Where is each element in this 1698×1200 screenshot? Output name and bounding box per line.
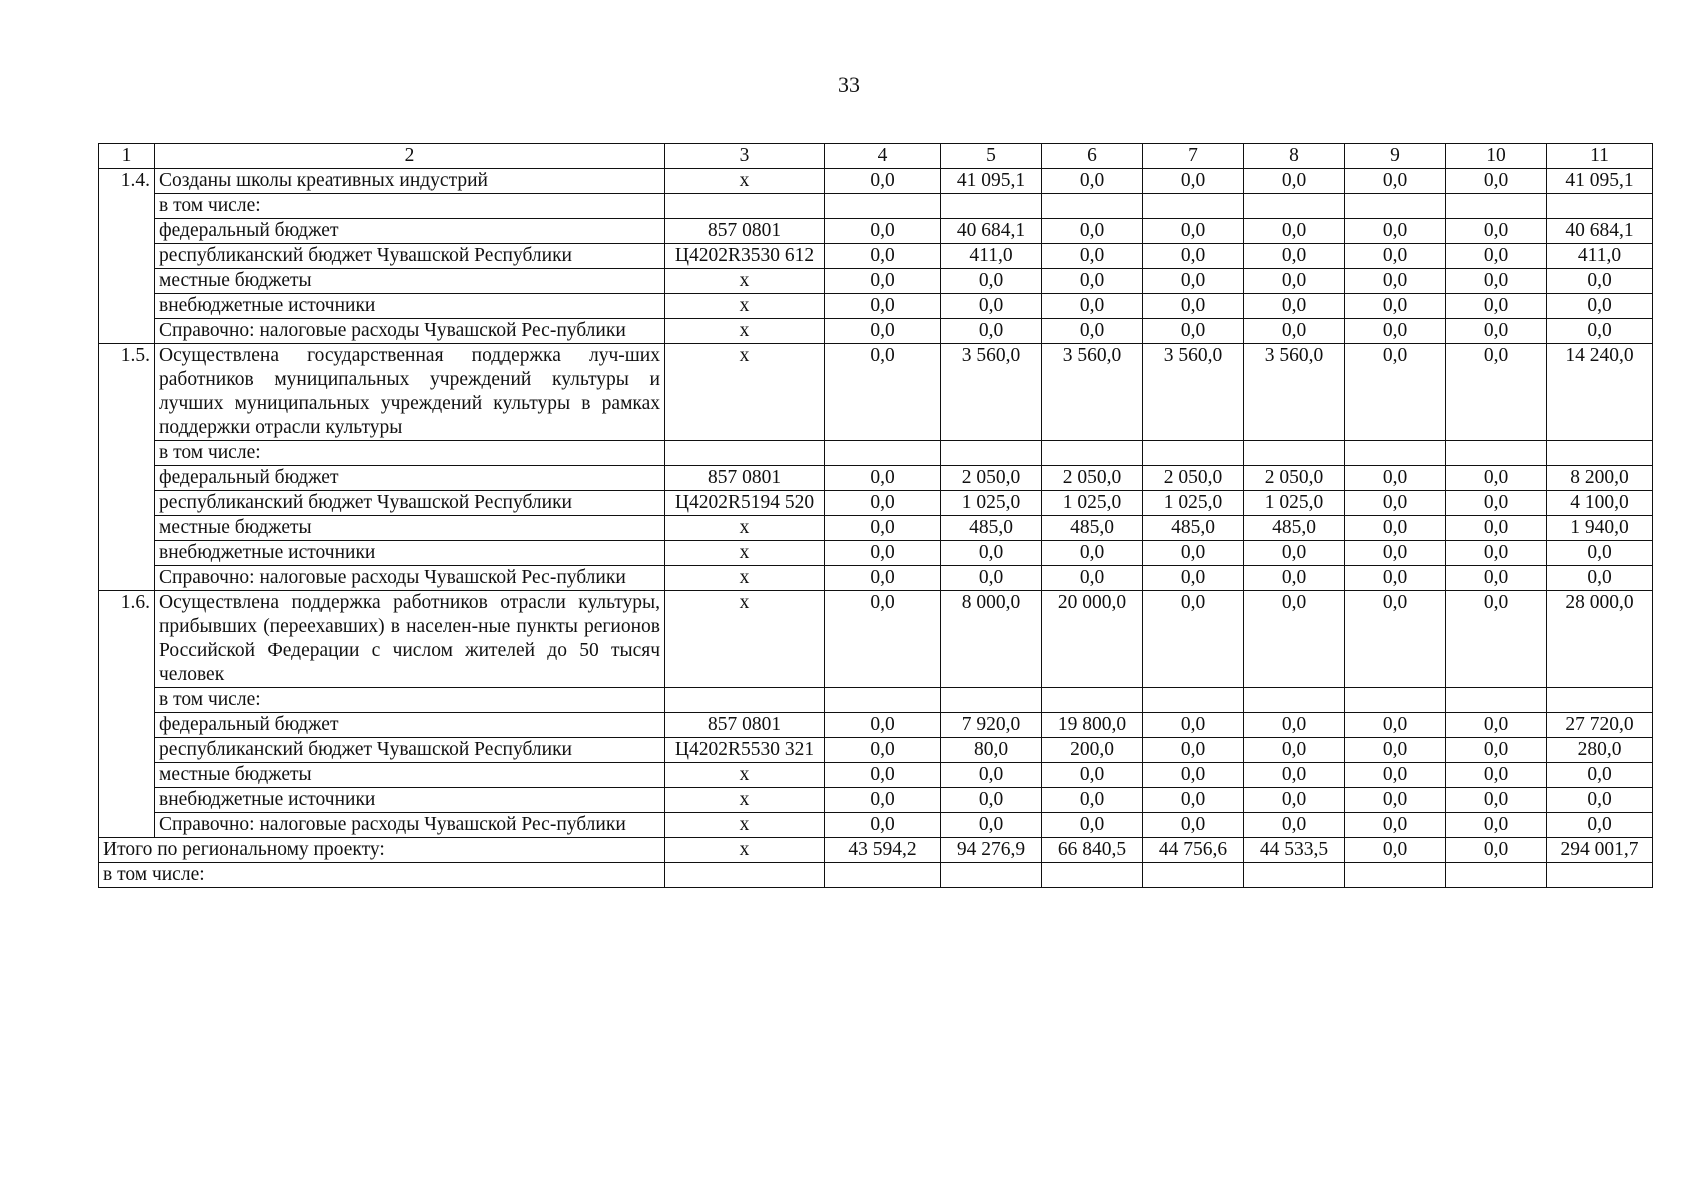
value-cell-col-4: 0,0 <box>825 219 941 244</box>
funding-source-label: внебюджетные источники <box>155 294 665 319</box>
section-number: 1.4. <box>99 169 155 344</box>
funding-source-label: федеральный бюджет <box>155 466 665 491</box>
value-cell-col-8: 0,0 <box>1244 763 1345 788</box>
value-cell-col-5: 0,0 <box>941 763 1042 788</box>
header-cell-1: 1 <box>99 144 155 169</box>
value-cell-col-10: 0,0 <box>1446 344 1547 441</box>
funding-source-label: внебюджетные источники <box>155 541 665 566</box>
budget-code-cell: х <box>665 591 825 688</box>
header-cell-9: 9 <box>1345 144 1446 169</box>
value-cell-col-6: 20 000,0 <box>1042 591 1143 688</box>
section-row <box>99 344 1653 441</box>
funding-source-label: федеральный бюджет <box>155 219 665 244</box>
value-cell-col-4: 0,0 <box>825 344 941 441</box>
value-cell-col-11: 28 000,0 <box>1547 591 1653 688</box>
value-cell-col-9: 0,0 <box>1345 294 1446 319</box>
value-cell-col-11: 0,0 <box>1547 813 1653 838</box>
value-cell-col-4: 0,0 <box>825 566 941 591</box>
value-cell-col-8: 0,0 <box>1244 294 1345 319</box>
value-cell-col-9: 0,0 <box>1345 491 1446 516</box>
total-value-col-7: 44 756,6 <box>1143 838 1244 863</box>
header-cell-5: 5 <box>941 144 1042 169</box>
including-label: в том числе: <box>155 441 665 466</box>
value-cell-col-5: 8 000,0 <box>941 591 1042 688</box>
value-cell-col-6: 3 560,0 <box>1042 344 1143 441</box>
including-row <box>99 194 1653 219</box>
value-cell-col-9: 0,0 <box>1345 466 1446 491</box>
value-cell-col-7: 0,0 <box>1143 591 1244 688</box>
value-cell-col-10: 0,0 <box>1446 219 1547 244</box>
budget-code-cell: 857 0801 <box>665 466 825 491</box>
header-cell-10: 10 <box>1446 144 1547 169</box>
budget-code-cell: х <box>665 763 825 788</box>
value-cell-col-5: 0,0 <box>941 294 1042 319</box>
including-row <box>99 688 1653 713</box>
value-cell-col-11: 0,0 <box>1547 541 1653 566</box>
value-cell-col-8: 0,0 <box>1244 566 1345 591</box>
budget-code-cell: х <box>665 319 825 344</box>
page-number: 33 <box>838 72 860 97</box>
header-cell-4: 4 <box>825 144 941 169</box>
value-cell-col-4: 0,0 <box>825 713 941 738</box>
value-cell-col-8: 2 050,0 <box>1244 466 1345 491</box>
value-cell-col-8: 485,0 <box>1244 516 1345 541</box>
funding-row <box>99 219 1653 244</box>
funding-source-label: местные бюджеты <box>155 269 665 294</box>
value-cell-col-6: 1 025,0 <box>1042 491 1143 516</box>
budget-code-cell: Ц4202R5194 520 <box>665 491 825 516</box>
value-cell-col-5: 411,0 <box>941 244 1042 269</box>
value-cell-col-5: 41 095,1 <box>941 169 1042 194</box>
value-cell-col-9: 0,0 <box>1345 344 1446 441</box>
budget-code-cell: 857 0801 <box>665 713 825 738</box>
value-cell-col-10: 0,0 <box>1446 713 1547 738</box>
empty-cell <box>825 863 941 888</box>
value-cell-col-6: 2 050,0 <box>1042 466 1143 491</box>
funding-row <box>99 763 1653 788</box>
funding-row <box>99 294 1653 319</box>
empty-cell <box>825 688 941 713</box>
funding-row <box>99 738 1653 763</box>
section-number: 1.5. <box>99 344 155 591</box>
value-cell-col-9: 0,0 <box>1345 169 1446 194</box>
value-cell-col-9: 0,0 <box>1345 788 1446 813</box>
value-cell-col-8: 0,0 <box>1244 319 1345 344</box>
value-cell-col-4: 0,0 <box>825 491 941 516</box>
value-cell-col-6: 200,0 <box>1042 738 1143 763</box>
total-value-col-4: 43 594,2 <box>825 838 941 863</box>
funding-row <box>99 566 1653 591</box>
empty-cell <box>825 194 941 219</box>
value-cell-col-7: 1 025,0 <box>1143 491 1244 516</box>
value-cell-col-5: 0,0 <box>941 319 1042 344</box>
empty-cell <box>665 194 825 219</box>
budget-code-cell: 857 0801 <box>665 219 825 244</box>
empty-cell <box>1143 863 1244 888</box>
value-cell-col-11: 0,0 <box>1547 319 1653 344</box>
funding-row <box>99 541 1653 566</box>
value-cell-col-11: 411,0 <box>1547 244 1653 269</box>
value-cell-col-9: 0,0 <box>1345 763 1446 788</box>
value-cell-col-4: 0,0 <box>825 738 941 763</box>
budget-code-cell: х <box>665 541 825 566</box>
value-cell-col-6: 0,0 <box>1042 541 1143 566</box>
value-cell-col-8: 0,0 <box>1244 219 1345 244</box>
funding-row <box>99 244 1653 269</box>
budget-table <box>98 143 1653 888</box>
funding-source-label: Справочно: налоговые расходы Чувашской Рес-публики <box>155 813 665 838</box>
value-cell-col-6: 0,0 <box>1042 219 1143 244</box>
value-cell-col-10: 0,0 <box>1446 491 1547 516</box>
value-cell-col-6: 0,0 <box>1042 294 1143 319</box>
including-label: в том числе: <box>155 194 665 219</box>
total-value-col-11: 294 001,7 <box>1547 838 1653 863</box>
value-cell-col-4: 0,0 <box>825 269 941 294</box>
value-cell-col-11: 40 684,1 <box>1547 219 1653 244</box>
empty-cell <box>941 441 1042 466</box>
value-cell-col-9: 0,0 <box>1345 813 1446 838</box>
total-value-col-8: 44 533,5 <box>1244 838 1345 863</box>
value-cell-col-8: 0,0 <box>1244 813 1345 838</box>
empty-cell <box>665 441 825 466</box>
header-cell-3: 3 <box>665 144 825 169</box>
funding-row <box>99 516 1653 541</box>
value-cell-col-5: 0,0 <box>941 566 1042 591</box>
header-row <box>99 144 1653 169</box>
budget-code-cell: х <box>665 838 825 863</box>
empty-cell <box>1345 441 1446 466</box>
including-label: в том числе: <box>155 688 665 713</box>
empty-cell <box>1244 194 1345 219</box>
funding-row <box>99 319 1653 344</box>
value-cell-col-9: 0,0 <box>1345 219 1446 244</box>
value-cell-col-10: 0,0 <box>1446 813 1547 838</box>
funding-row <box>99 713 1653 738</box>
funding-row <box>99 466 1653 491</box>
budget-code-cell: х <box>665 813 825 838</box>
header-cell-8: 8 <box>1244 144 1345 169</box>
value-cell-col-6: 0,0 <box>1042 169 1143 194</box>
value-cell-col-7: 0,0 <box>1143 763 1244 788</box>
funding-source-label: Справочно: налоговые расходы Чувашской Рес-публики <box>155 319 665 344</box>
budget-code-cell: Ц4202R5530 321 <box>665 738 825 763</box>
section-title: Созданы школы креативных индустрий <box>155 169 665 194</box>
value-cell-col-6: 0,0 <box>1042 319 1143 344</box>
value-cell-col-9: 0,0 <box>1345 244 1446 269</box>
header-cell-11: 11 <box>1547 144 1653 169</box>
empty-cell <box>1042 863 1143 888</box>
value-cell-col-8: 0,0 <box>1244 244 1345 269</box>
value-cell-col-9: 0,0 <box>1345 516 1446 541</box>
value-cell-col-4: 0,0 <box>825 763 941 788</box>
funding-source-label: местные бюджеты <box>155 516 665 541</box>
value-cell-col-5: 0,0 <box>941 541 1042 566</box>
empty-cell <box>1143 194 1244 219</box>
value-cell-col-9: 0,0 <box>1345 713 1446 738</box>
empty-cell <box>825 441 941 466</box>
budget-code-cell: х <box>665 269 825 294</box>
value-cell-col-7: 2 050,0 <box>1143 466 1244 491</box>
value-cell-col-11: 0,0 <box>1547 294 1653 319</box>
funding-source-label: республиканский бюджет Чувашской Республики <box>155 244 665 269</box>
value-cell-col-4: 0,0 <box>825 319 941 344</box>
funding-row <box>99 269 1653 294</box>
value-cell-col-9: 0,0 <box>1345 541 1446 566</box>
value-cell-col-9: 0,0 <box>1345 738 1446 763</box>
value-cell-col-11: 8 200,0 <box>1547 466 1653 491</box>
budget-code-cell: Ц4202R3530 612 <box>665 244 825 269</box>
empty-cell <box>1547 863 1653 888</box>
value-cell-col-8: 0,0 <box>1244 713 1345 738</box>
empty-cell <box>1345 688 1446 713</box>
value-cell-col-6: 19 800,0 <box>1042 713 1143 738</box>
including-row <box>99 441 1653 466</box>
value-cell-col-5: 0,0 <box>941 813 1042 838</box>
empty-cell <box>941 863 1042 888</box>
value-cell-col-8: 0,0 <box>1244 169 1345 194</box>
section-row <box>99 591 1653 688</box>
value-cell-col-5: 40 684,1 <box>941 219 1042 244</box>
value-cell-col-7: 0,0 <box>1143 566 1244 591</box>
empty-cell <box>1446 863 1547 888</box>
value-cell-col-7: 0,0 <box>1143 713 1244 738</box>
empty-cell <box>1547 194 1653 219</box>
value-cell-col-5: 0,0 <box>941 788 1042 813</box>
section-title: Осуществлена государственная поддержка луч-ших работников муниципальных учреждений культуры и лучших муниципальных учреждений культуры в рамках поддержки отрасли культуры <box>155 344 665 441</box>
value-cell-col-4: 0,0 <box>825 466 941 491</box>
value-cell-col-10: 0,0 <box>1446 319 1547 344</box>
value-cell-col-10: 0,0 <box>1446 788 1547 813</box>
value-cell-col-10: 0,0 <box>1446 591 1547 688</box>
value-cell-col-6: 0,0 <box>1042 269 1143 294</box>
value-cell-col-7: 0,0 <box>1143 269 1244 294</box>
budget-code-cell: х <box>665 566 825 591</box>
value-cell-col-7: 0,0 <box>1143 541 1244 566</box>
empty-cell <box>1143 688 1244 713</box>
header-cell-2: 2 <box>155 144 665 169</box>
total-row <box>99 838 1653 863</box>
value-cell-col-11: 27 720,0 <box>1547 713 1653 738</box>
value-cell-col-4: 0,0 <box>825 244 941 269</box>
total-label: Итого по региональному проекту: <box>99 838 665 863</box>
empty-cell <box>1042 688 1143 713</box>
value-cell-col-6: 0,0 <box>1042 763 1143 788</box>
value-cell-col-10: 0,0 <box>1446 541 1547 566</box>
value-cell-col-7: 0,0 <box>1143 319 1244 344</box>
value-cell-col-10: 0,0 <box>1446 294 1547 319</box>
value-cell-col-7: 0,0 <box>1143 788 1244 813</box>
budget-code-cell: х <box>665 344 825 441</box>
value-cell-col-7: 0,0 <box>1143 244 1244 269</box>
empty-cell <box>1547 688 1653 713</box>
value-cell-col-4: 0,0 <box>825 591 941 688</box>
value-cell-col-5: 80,0 <box>941 738 1042 763</box>
value-cell-col-4: 0,0 <box>825 788 941 813</box>
empty-cell <box>941 194 1042 219</box>
value-cell-col-11: 0,0 <box>1547 763 1653 788</box>
value-cell-col-4: 0,0 <box>825 541 941 566</box>
funding-source-label: республиканский бюджет Чувашской Республики <box>155 738 665 763</box>
empty-cell <box>1446 688 1547 713</box>
total-value-col-9: 0,0 <box>1345 838 1446 863</box>
funding-row <box>99 813 1653 838</box>
budget-code-cell: х <box>665 516 825 541</box>
empty-cell <box>1244 863 1345 888</box>
value-cell-col-7: 0,0 <box>1143 738 1244 763</box>
section-row <box>99 169 1653 194</box>
value-cell-col-7: 0,0 <box>1143 813 1244 838</box>
budget-code-cell: х <box>665 169 825 194</box>
empty-cell <box>1547 441 1653 466</box>
value-cell-col-5: 7 920,0 <box>941 713 1042 738</box>
total-value-col-6: 66 840,5 <box>1042 838 1143 863</box>
value-cell-col-5: 1 025,0 <box>941 491 1042 516</box>
funding-source-label: федеральный бюджет <box>155 713 665 738</box>
value-cell-col-7: 0,0 <box>1143 169 1244 194</box>
budget-code-cell: х <box>665 294 825 319</box>
funding-row <box>99 491 1653 516</box>
value-cell-col-11: 280,0 <box>1547 738 1653 763</box>
empty-cell <box>1042 194 1143 219</box>
empty-cell <box>941 688 1042 713</box>
empty-cell <box>665 688 825 713</box>
value-cell-col-10: 0,0 <box>1446 738 1547 763</box>
value-cell-col-9: 0,0 <box>1345 319 1446 344</box>
total-value-col-10: 0,0 <box>1446 838 1547 863</box>
value-cell-col-7: 0,0 <box>1143 294 1244 319</box>
value-cell-col-8: 0,0 <box>1244 541 1345 566</box>
empty-cell <box>1446 441 1547 466</box>
value-cell-col-10: 0,0 <box>1446 466 1547 491</box>
value-cell-col-10: 0,0 <box>1446 763 1547 788</box>
value-cell-col-10: 0,0 <box>1446 516 1547 541</box>
value-cell-col-5: 3 560,0 <box>941 344 1042 441</box>
value-cell-col-11: 41 095,1 <box>1547 169 1653 194</box>
value-cell-col-5: 2 050,0 <box>941 466 1042 491</box>
empty-cell <box>1244 441 1345 466</box>
section-number: 1.6. <box>99 591 155 838</box>
empty-cell <box>1345 863 1446 888</box>
value-cell-col-8: 1 025,0 <box>1244 491 1345 516</box>
empty-cell <box>1345 194 1446 219</box>
value-cell-col-5: 0,0 <box>941 269 1042 294</box>
empty-cell <box>665 863 825 888</box>
value-cell-col-11: 0,0 <box>1547 269 1653 294</box>
empty-cell <box>1042 441 1143 466</box>
value-cell-col-10: 0,0 <box>1446 566 1547 591</box>
total-value-col-5: 94 276,9 <box>941 838 1042 863</box>
value-cell-col-7: 3 560,0 <box>1143 344 1244 441</box>
value-cell-col-8: 3 560,0 <box>1244 344 1345 441</box>
funding-source-label: Справочно: налоговые расходы Чувашской Рес-публики <box>155 566 665 591</box>
funding-row <box>99 788 1653 813</box>
value-cell-col-4: 0,0 <box>825 169 941 194</box>
value-cell-col-5: 485,0 <box>941 516 1042 541</box>
empty-cell <box>1446 194 1547 219</box>
value-cell-col-9: 0,0 <box>1345 566 1446 591</box>
value-cell-col-8: 0,0 <box>1244 738 1345 763</box>
funding-source-label: республиканский бюджет Чувашской Республики <box>155 491 665 516</box>
value-cell-col-8: 0,0 <box>1244 788 1345 813</box>
empty-cell <box>1244 688 1345 713</box>
header-cell-6: 6 <box>1042 144 1143 169</box>
value-cell-col-6: 0,0 <box>1042 244 1143 269</box>
value-cell-col-11: 4 100,0 <box>1547 491 1653 516</box>
value-cell-col-8: 0,0 <box>1244 269 1345 294</box>
value-cell-col-4: 0,0 <box>825 294 941 319</box>
value-cell-col-10: 0,0 <box>1446 244 1547 269</box>
value-cell-col-11: 1 940,0 <box>1547 516 1653 541</box>
budget-code-cell: х <box>665 788 825 813</box>
value-cell-col-6: 0,0 <box>1042 788 1143 813</box>
value-cell-col-7: 485,0 <box>1143 516 1244 541</box>
total-including-row <box>99 863 1653 888</box>
including-label: в том числе: <box>99 863 665 888</box>
value-cell-col-6: 485,0 <box>1042 516 1143 541</box>
value-cell-col-11: 0,0 <box>1547 788 1653 813</box>
section-title: Осуществлена поддержка работников отрасли культуры, прибывших (переехавших) в населен-ные пункты регионов Российской Федерации с числом жителей до 50 тысяч человек <box>155 591 665 688</box>
empty-cell <box>1143 441 1244 466</box>
header-cell-7: 7 <box>1143 144 1244 169</box>
value-cell-col-9: 0,0 <box>1345 269 1446 294</box>
value-cell-col-9: 0,0 <box>1345 591 1446 688</box>
funding-source-label: местные бюджеты <box>155 763 665 788</box>
value-cell-col-10: 0,0 <box>1446 169 1547 194</box>
value-cell-col-6: 0,0 <box>1042 813 1143 838</box>
value-cell-col-6: 0,0 <box>1042 566 1143 591</box>
value-cell-col-4: 0,0 <box>825 516 941 541</box>
value-cell-col-4: 0,0 <box>825 813 941 838</box>
value-cell-col-10: 0,0 <box>1446 269 1547 294</box>
value-cell-col-7: 0,0 <box>1143 219 1244 244</box>
value-cell-col-11: 14 240,0 <box>1547 344 1653 441</box>
value-cell-col-8: 0,0 <box>1244 591 1345 688</box>
funding-source-label: внебюджетные источники <box>155 788 665 813</box>
value-cell-col-11: 0,0 <box>1547 566 1653 591</box>
